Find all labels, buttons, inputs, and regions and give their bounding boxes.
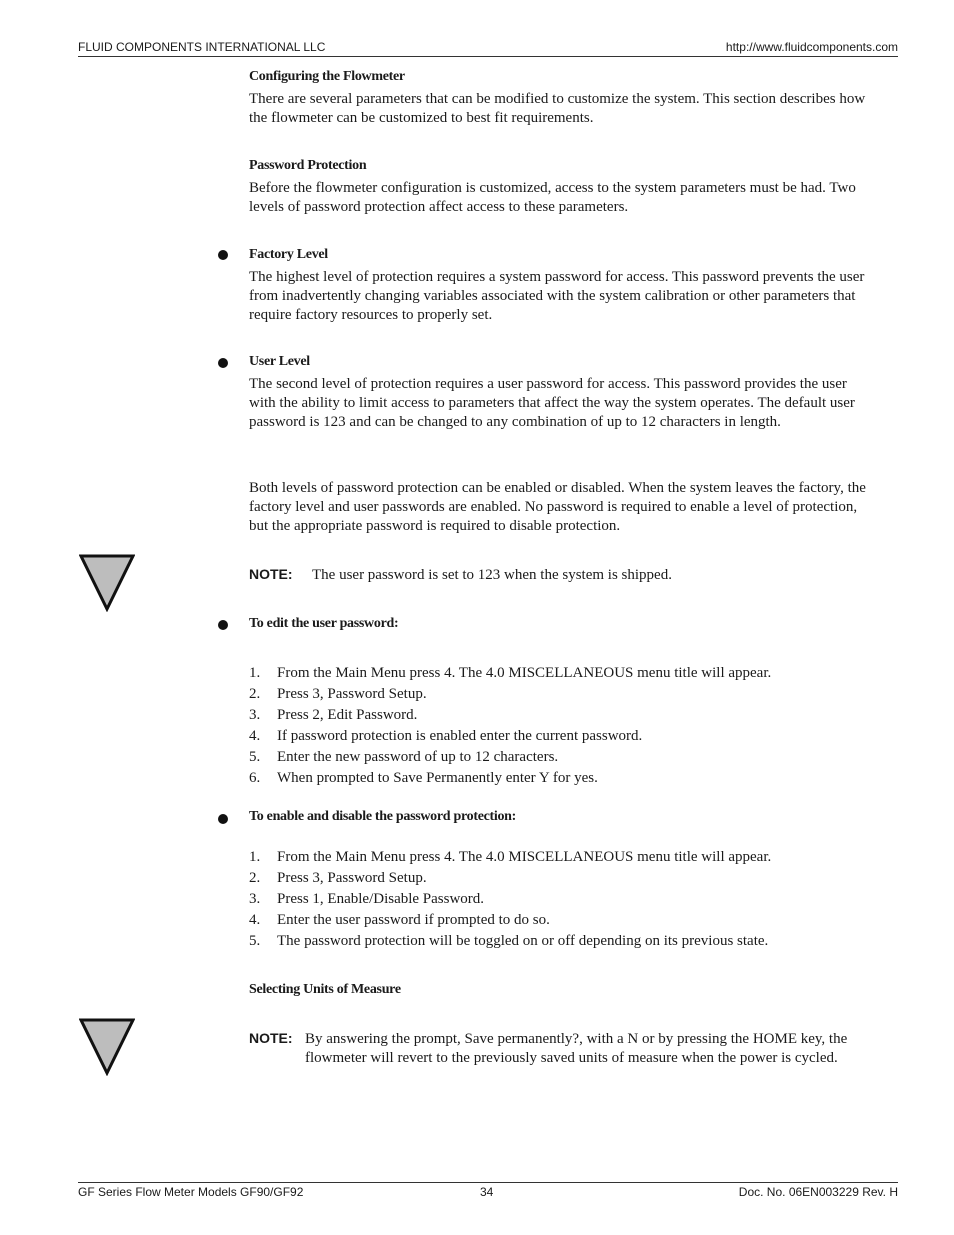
footer-model: GF Series Flow Meter Models GF90/GF92 bbox=[78, 1185, 304, 1199]
list-item bbox=[249, 726, 869, 747]
list-item bbox=[249, 889, 869, 910]
section-edit-password bbox=[249, 615, 869, 633]
list-item bbox=[249, 663, 869, 684]
step-number: 3. bbox=[249, 891, 261, 907]
page-header bbox=[78, 40, 898, 57]
company-url: http://www.fluidcomponents.com bbox=[725, 40, 898, 54]
section-title: Selecting Units of Measure bbox=[249, 982, 401, 997]
section-user-level bbox=[249, 353, 869, 432]
section-title: To enable and disable the password protection: bbox=[249, 809, 517, 824]
section-units-of-measure bbox=[249, 981, 869, 999]
page-footer bbox=[78, 1182, 898, 1201]
section-title: User Level bbox=[249, 354, 310, 369]
step-text: From the Main Menu press 4. The 4.0 MISCELLANEOUS menu title will appear. bbox=[277, 849, 772, 865]
step-number: 1. bbox=[249, 849, 261, 865]
section-password-protection bbox=[249, 157, 869, 217]
step-text: Press 1, Enable/Disable Password. bbox=[277, 891, 485, 907]
bullet-dot-icon bbox=[218, 250, 228, 260]
note-units-revert bbox=[249, 1030, 869, 1070]
step-number: 3. bbox=[249, 707, 261, 723]
step-text: Press 3, Password Setup. bbox=[277, 870, 427, 886]
step-text: The password protection will be toggled on or off depending on its previous state. bbox=[277, 933, 769, 949]
step-number: 2. bbox=[249, 686, 261, 702]
list-item bbox=[249, 747, 869, 768]
caution-triangle-icon bbox=[79, 554, 135, 612]
section-both-levels bbox=[249, 479, 869, 536]
section-body: The second level of protection requires a user password for access. This password provides the user with the ability to limit access to parameters that affect the way the system operates. The default user password is 123 and can be changed to any combination of up to 12 characters in length. bbox=[249, 376, 855, 430]
list-item bbox=[249, 931, 869, 952]
section-configuring bbox=[249, 68, 869, 128]
note-label: NOTE: bbox=[249, 566, 293, 582]
section-title: To edit the user password: bbox=[249, 616, 399, 631]
step-number: 6. bbox=[249, 770, 261, 786]
step-number: 4. bbox=[249, 912, 261, 928]
section-body: The highest level of protection requires a system password for access. This password prevents the user from inadvertently changing variables associated with the system calibration or other parameters that require factory resources to properly set. bbox=[249, 269, 865, 323]
step-number: 5. bbox=[249, 749, 261, 765]
step-text: Enter the user password if prompted to do so. bbox=[277, 912, 550, 928]
step-text: Press 2, Edit Password. bbox=[277, 707, 418, 723]
note-password-shipped bbox=[249, 566, 869, 586]
page-number: 34 bbox=[480, 1185, 494, 1199]
step-text: If password protection is enabled enter the current password. bbox=[277, 728, 643, 744]
list-item bbox=[249, 684, 869, 705]
list-item bbox=[249, 847, 869, 868]
list-item bbox=[249, 910, 869, 931]
note-label: NOTE: bbox=[249, 1030, 293, 1046]
list-item bbox=[249, 768, 869, 789]
section-body: Before the flowmeter configuration is customized, access to the system parameters must be had. Two levels of password protection affect access to these parameters. bbox=[249, 180, 856, 215]
edit-password-steps bbox=[249, 663, 869, 789]
list-item bbox=[249, 868, 869, 889]
section-title: Password Protection bbox=[249, 158, 367, 173]
doc-number: Doc. No. 06EN003229 Rev. H bbox=[738, 1185, 898, 1199]
step-text: From the Main Menu press 4. The 4.0 MISCELLANEOUS menu title will appear. bbox=[277, 665, 772, 681]
step-number: 4. bbox=[249, 728, 261, 744]
note-text: The user password is set to 123 when the system is shipped. bbox=[312, 567, 672, 583]
section-title: Configuring the Flowmeter bbox=[249, 69, 405, 84]
section-factory-level bbox=[249, 246, 869, 325]
caution-triangle-icon bbox=[79, 1018, 135, 1076]
section-title: Factory Level bbox=[249, 247, 328, 262]
bullet-dot-icon bbox=[218, 814, 228, 824]
company-name: FLUID COMPONENTS INTERNATIONAL LLC bbox=[78, 40, 326, 54]
list-item bbox=[249, 705, 869, 726]
section-body: There are several parameters that can be modified to customize the system. This section describes how the flowmeter can be customized to best fit requirements. bbox=[249, 91, 866, 126]
note-text: By answering the prompt, Save permanently?, with a N or by pressing the HOME key, the flowmeter will revert to the previously saved units of measure when the power is cycled. bbox=[305, 1031, 848, 1066]
step-text: Press 3, Password Setup. bbox=[277, 686, 427, 702]
step-number: 1. bbox=[249, 665, 261, 681]
bullet-dot-icon bbox=[218, 358, 228, 368]
bullet-dot-icon bbox=[218, 620, 228, 630]
step-number: 5. bbox=[249, 933, 261, 949]
step-number: 2. bbox=[249, 870, 261, 886]
section-body: Both levels of password protection can be enabled or disabled. When the system leaves the factory, the factory level and user passwords are enabled. No password is required to enable a level of protection, but the appropriate password is required to disable protection. bbox=[249, 480, 866, 534]
enable-disable-steps bbox=[249, 847, 869, 952]
section-enable-disable bbox=[249, 808, 869, 826]
step-text: When prompted to Save Permanently enter Y for yes. bbox=[277, 770, 598, 786]
step-text: Enter the new password of up to 12 characters. bbox=[277, 749, 559, 765]
